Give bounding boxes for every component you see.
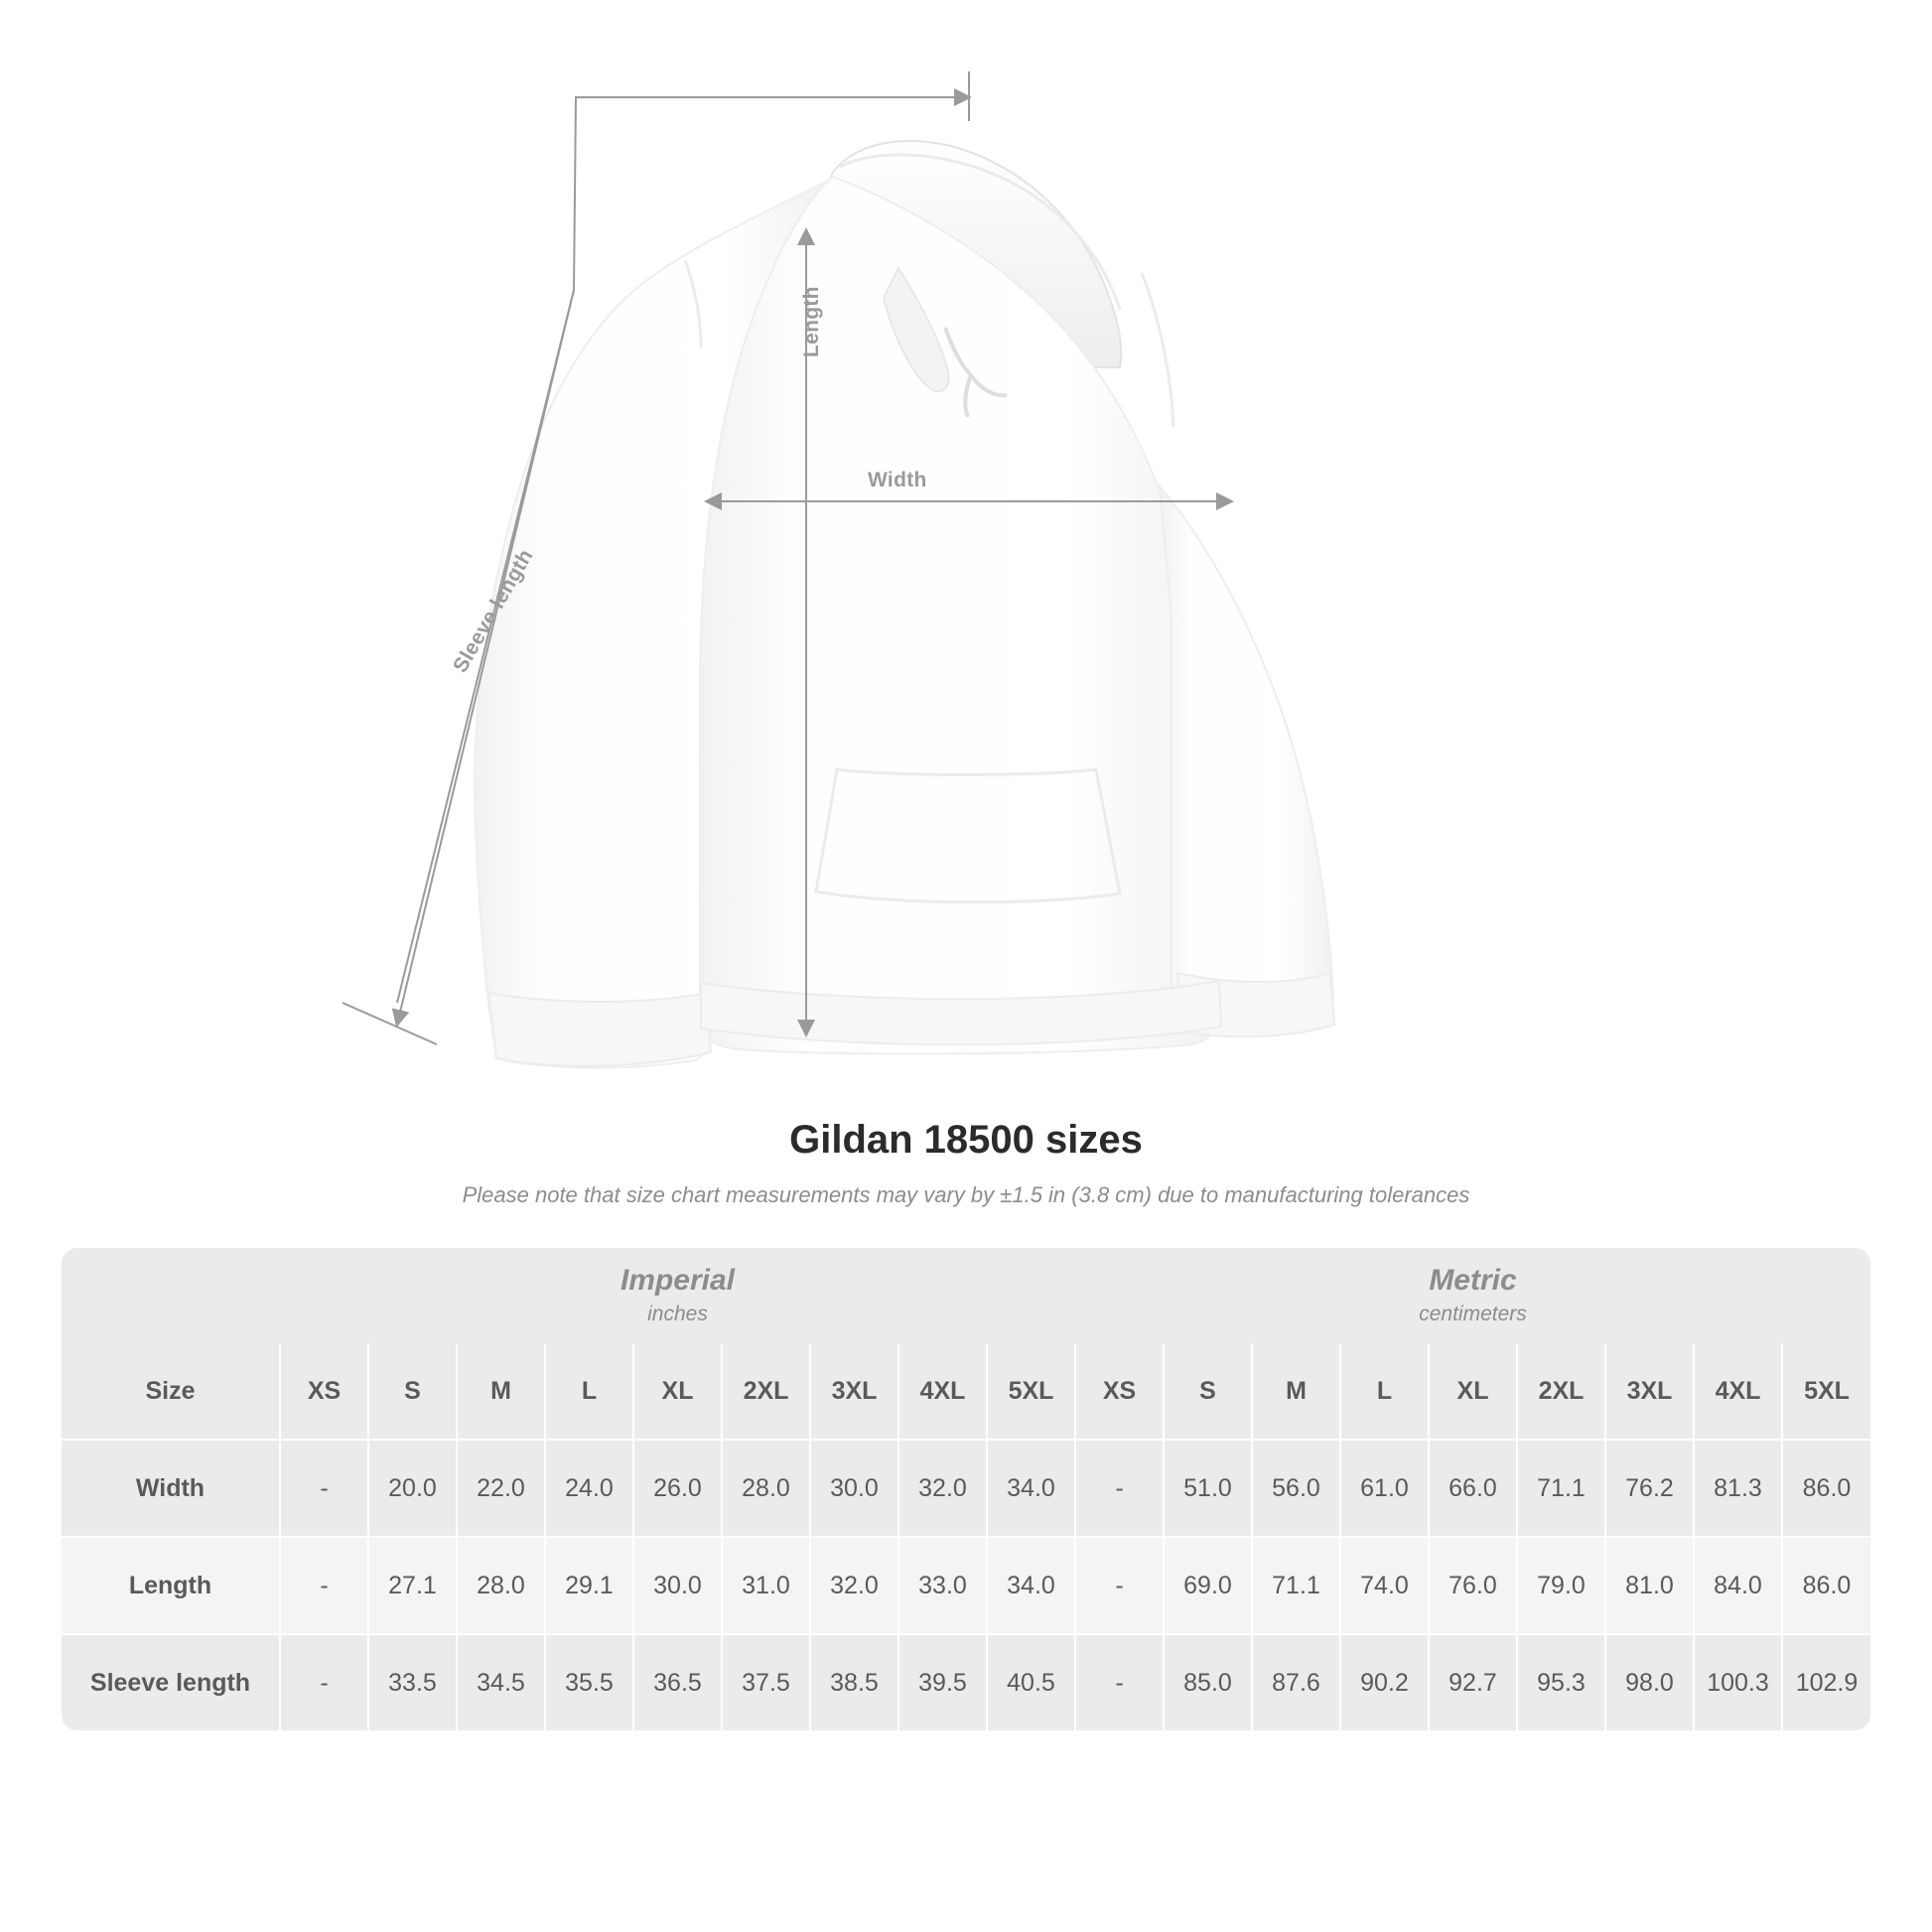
cell-sleeve-metric-5xl: 102.9 xyxy=(1782,1634,1870,1730)
table-row xyxy=(62,1440,1870,1537)
title-block xyxy=(0,1118,1932,1208)
col-header-metric-4xl: 4XL xyxy=(1694,1343,1782,1440)
col-header-imperial-l: L xyxy=(545,1343,633,1440)
cell-length-imperial-3xl: 32.0 xyxy=(810,1537,898,1634)
unit-group-metric-unit: centimeters xyxy=(1419,1303,1527,1325)
cell-sleeve-metric-xl: 92.7 xyxy=(1429,1634,1517,1730)
cell-length-imperial-m: 28.0 xyxy=(457,1537,545,1634)
cell-sleeve-metric-2xl: 95.3 xyxy=(1517,1634,1605,1730)
label-width: Width xyxy=(868,469,927,491)
size-header-row xyxy=(62,1343,1870,1440)
col-header-imperial-xs: XS xyxy=(280,1343,368,1440)
col-header-metric-xs: XS xyxy=(1075,1343,1164,1440)
col-header-imperial-2xl: 2XL xyxy=(722,1343,810,1440)
cell-sleeve-metric-3xl: 98.0 xyxy=(1605,1634,1694,1730)
cell-sleeve-metric-m: 87.6 xyxy=(1252,1634,1340,1730)
col-header-metric-5xl: 5XL xyxy=(1782,1343,1870,1440)
row-label-length: Length xyxy=(62,1537,280,1634)
cell-width-metric-s: 51.0 xyxy=(1164,1440,1252,1537)
row-label-sleeve-length: Sleeve length xyxy=(62,1634,280,1730)
cell-width-imperial-m: 22.0 xyxy=(457,1440,545,1537)
cell-width-metric-2xl: 71.1 xyxy=(1517,1440,1605,1537)
col-header-imperial-m: M xyxy=(457,1343,545,1440)
unit-group-imperial xyxy=(280,1248,1075,1343)
cell-width-imperial-5xl: 34.0 xyxy=(987,1440,1075,1537)
unit-group-metric xyxy=(1075,1248,1870,1343)
cell-sleeve-imperial-l: 35.5 xyxy=(545,1634,633,1730)
cell-width-metric-m: 56.0 xyxy=(1252,1440,1340,1537)
cell-sleeve-metric-s: 85.0 xyxy=(1164,1634,1252,1730)
cell-length-imperial-2xl: 31.0 xyxy=(722,1537,810,1634)
cell-length-metric-5xl: 86.0 xyxy=(1782,1537,1870,1634)
cell-sleeve-imperial-xl: 36.5 xyxy=(633,1634,722,1730)
size-chart-table-wrap xyxy=(62,1248,1870,1730)
chart-subtitle: Please note that size chart measurements may vary by ±1.5 in (3.8 cm) due to manufacturing tolerances xyxy=(462,1182,1470,1207)
cell-length-imperial-l: 29.1 xyxy=(545,1537,633,1634)
label-sleeve-length: Sleeve length xyxy=(449,545,538,677)
size-chart-table xyxy=(62,1248,1870,1730)
cell-sleeve-imperial-4xl: 39.5 xyxy=(898,1634,987,1730)
cell-length-metric-4xl: 84.0 xyxy=(1694,1537,1782,1634)
table-row xyxy=(62,1537,1870,1634)
unit-spacer xyxy=(62,1248,280,1343)
cell-length-imperial-5xl: 34.0 xyxy=(987,1537,1075,1634)
cell-length-imperial-xs: - xyxy=(280,1537,368,1634)
cell-sleeve-imperial-2xl: 37.5 xyxy=(722,1634,810,1730)
cell-width-metric-l: 61.0 xyxy=(1340,1440,1429,1537)
cell-sleeve-metric-xs: - xyxy=(1075,1634,1164,1730)
cell-length-imperial-4xl: 33.0 xyxy=(898,1537,987,1634)
cell-width-imperial-2xl: 28.0 xyxy=(722,1440,810,1537)
cell-length-imperial-s: 27.1 xyxy=(368,1537,457,1634)
cell-width-metric-xl: 66.0 xyxy=(1429,1440,1517,1537)
cell-width-imperial-4xl: 32.0 xyxy=(898,1440,987,1537)
cell-sleeve-imperial-3xl: 38.5 xyxy=(810,1634,898,1730)
table-row xyxy=(62,1634,1870,1730)
cell-sleeve-imperial-xs: - xyxy=(280,1634,368,1730)
cell-length-imperial-xl: 30.0 xyxy=(633,1537,722,1634)
unit-group-row xyxy=(62,1248,1870,1343)
cell-length-metric-2xl: 79.0 xyxy=(1517,1537,1605,1634)
col-header-metric-m: M xyxy=(1252,1343,1340,1440)
cell-length-metric-xl: 76.0 xyxy=(1429,1537,1517,1634)
cell-width-imperial-xl: 26.0 xyxy=(633,1440,722,1537)
cell-width-imperial-l: 24.0 xyxy=(545,1440,633,1537)
unit-group-metric-name: Metric xyxy=(1429,1263,1517,1297)
cell-width-metric-xs: - xyxy=(1075,1440,1164,1537)
unit-group-imperial-unit: inches xyxy=(647,1303,708,1325)
cell-length-metric-xs: - xyxy=(1075,1537,1164,1634)
col-header-imperial-4xl: 4XL xyxy=(898,1343,987,1440)
col-header-imperial-s: S xyxy=(368,1343,457,1440)
col-header-metric-3xl: 3XL xyxy=(1605,1343,1694,1440)
cell-width-metric-4xl: 81.3 xyxy=(1694,1440,1782,1537)
row-label-width: Width xyxy=(62,1440,280,1537)
cell-width-imperial-xs: - xyxy=(280,1440,368,1537)
cell-width-metric-3xl: 76.2 xyxy=(1605,1440,1694,1537)
col-header-imperial-xl: XL xyxy=(633,1343,722,1440)
cell-width-imperial-3xl: 30.0 xyxy=(810,1440,898,1537)
cell-length-metric-s: 69.0 xyxy=(1164,1537,1252,1634)
cell-sleeve-imperial-s: 33.5 xyxy=(368,1634,457,1730)
label-length: Length xyxy=(800,286,823,357)
col-header-metric-xl: XL xyxy=(1429,1343,1517,1440)
col-header-imperial-5xl: 5XL xyxy=(987,1343,1075,1440)
col-header-metric-l: L xyxy=(1340,1343,1429,1440)
unit-group-imperial-name: Imperial xyxy=(620,1263,736,1297)
cell-length-metric-l: 74.0 xyxy=(1340,1537,1429,1634)
size-header-label: Size xyxy=(62,1343,280,1440)
cell-sleeve-metric-4xl: 100.3 xyxy=(1694,1634,1782,1730)
chart-title: Gildan 18500 sizes xyxy=(789,1118,1143,1162)
cell-width-metric-5xl: 86.0 xyxy=(1782,1440,1870,1537)
cell-width-imperial-s: 20.0 xyxy=(368,1440,457,1537)
cell-length-metric-m: 71.1 xyxy=(1252,1537,1340,1634)
col-header-metric-s: S xyxy=(1164,1343,1252,1440)
col-header-imperial-3xl: 3XL xyxy=(810,1343,898,1440)
col-header-metric-2xl: 2XL xyxy=(1517,1343,1605,1440)
cell-sleeve-metric-l: 90.2 xyxy=(1340,1634,1429,1730)
cell-sleeve-imperial-5xl: 40.5 xyxy=(987,1634,1075,1730)
cell-sleeve-imperial-m: 34.5 xyxy=(457,1634,545,1730)
cell-length-metric-3xl: 81.0 xyxy=(1605,1537,1694,1634)
hoodie-illustration xyxy=(475,141,1334,1067)
